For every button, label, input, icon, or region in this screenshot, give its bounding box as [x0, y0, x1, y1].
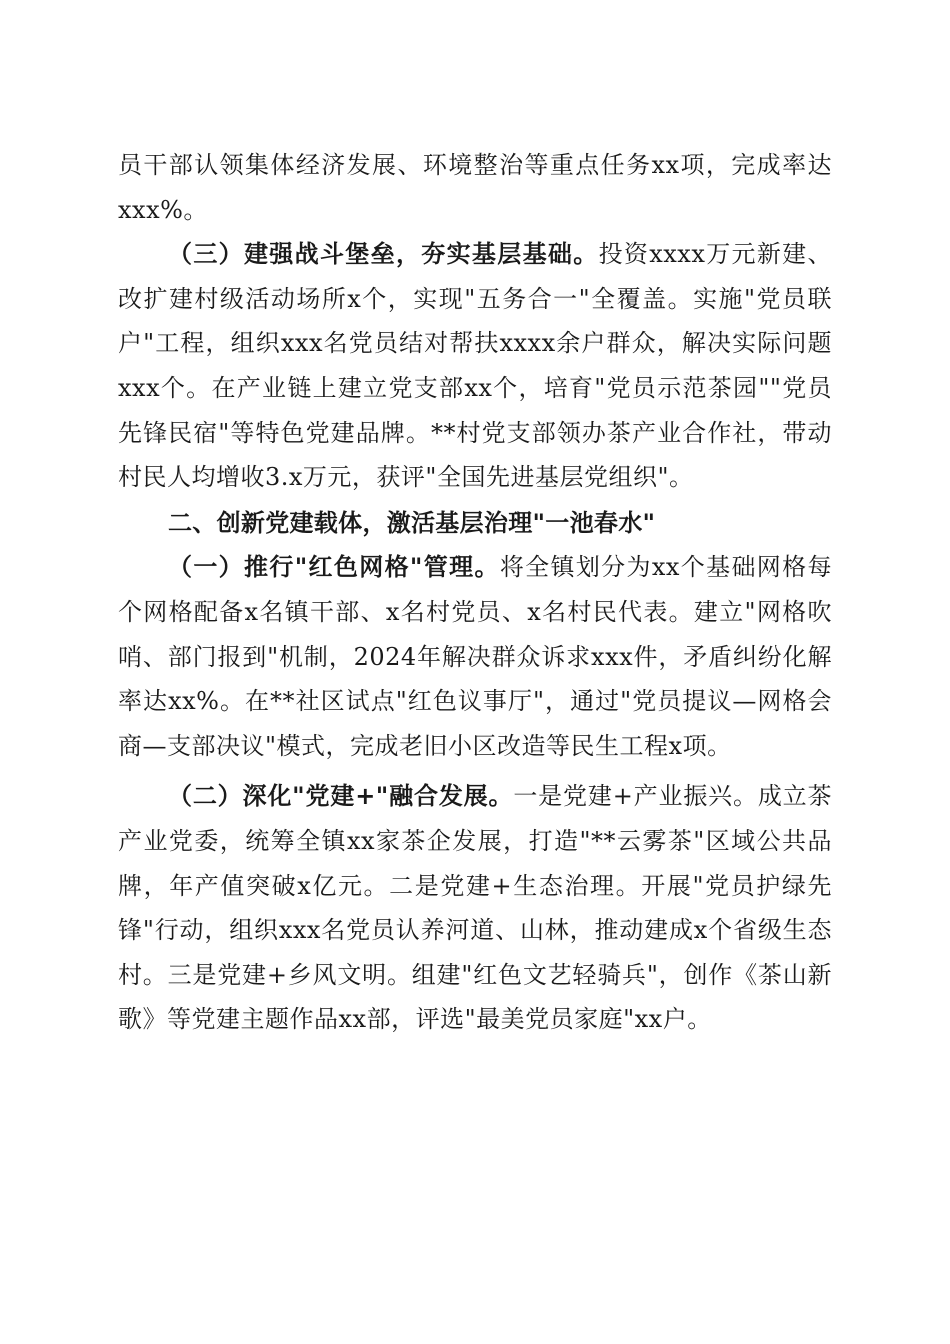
paragraph-subsection-2 — [118, 774, 832, 1042]
paragraph-text: 投资xxxx万元新建、改扩建村级活动场所x个，实现"五务合一"全覆盖。实施"党员联户"工程，组织xxx名党员结对帮扶xxxx余户群众，解决实际问题xxx个。在产业链上建立党支部xx个，培育"党员示范茶园""党员先锋民宿"等特色党建品牌。**村党支部领办茶产业合作社，带动村民人均增收3.x万元，获评"全国先进基层党组织"。 — [118, 240, 833, 492]
paragraph-lead: （二）深化"党建+"融合发展。 — [168, 782, 514, 811]
paragraph-text: 一是党建+产业振兴。成立茶产业党委，统筹全镇xx家茶企发展，打造"**云雾茶"区域公共品牌，年产值突破x亿元。二是党建+生态治理。开展"党员护绿先锋"行动，组织xxx名党员认养河道、山林，推动建成x个省级生态村。三是党建+乡风文明。组建"红色文艺轻骑兵"，创作《茶山新歌》等党建主题作品xx部，评选"最美党员家庭"xx户。 — [118, 782, 832, 1034]
paragraph-text: 将全镇划分为xx个基础网格每个网格配备x名镇干部、x名村党员、x名村民代表。建立"网格吹哨、部门报到"机制，2024年解决群众诉求xxx件，矛盾纠纷化解率达xx%。在**社区试点"红色议事厅"，通过"党员提议—网格会商—支部决议"模式，完成老旧小区改造等民生工程x项。 — [118, 553, 832, 760]
paragraph-lead: （一）推行"红色网格"管理。 — [168, 553, 500, 582]
paragraph-section-3 — [118, 232, 832, 500]
paragraph-continuation: 员干部认领集体经济发展、环境整治等重点任务xx项，完成率达xxx%。 — [118, 151, 832, 224]
paragraph-subsection-1 — [118, 545, 832, 768]
section-heading-2: 二、创新党建载体，激活基层治理"一池春水" — [168, 508, 656, 537]
document-body — [118, 143, 832, 1042]
paragraph-lead: （三）建强战斗堡垒，夯实基层基础。 — [168, 240, 599, 269]
